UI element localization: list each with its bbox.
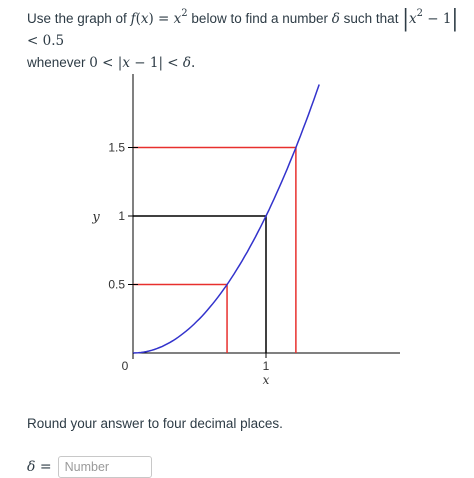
math-eq: = bbox=[153, 11, 174, 27]
math-exponent: 2 bbox=[181, 8, 188, 19]
question-segment: Use the graph of bbox=[27, 11, 131, 26]
question-segment: whenever bbox=[27, 55, 90, 70]
question-segment: below to find a number bbox=[187, 11, 332, 26]
math-bound: < 0.5 bbox=[27, 33, 65, 49]
question-segment: such that bbox=[339, 11, 403, 26]
math-expr: − 1| < bbox=[129, 55, 183, 71]
answer-equals: = bbox=[35, 459, 52, 475]
math-expr: − 1 bbox=[422, 11, 452, 27]
answer-label bbox=[27, 459, 52, 475]
x-tick-label: 1 bbox=[262, 359, 270, 373]
y-tick-label: 1.5 bbox=[108, 140, 125, 155]
delta-answer-input[interactable] bbox=[58, 456, 152, 478]
delta-symbol: δ bbox=[27, 459, 36, 475]
inequality-expression: $|x^2 - 1| < 0.5$ bbox=[27, 4, 459, 49]
y-axis-label: y bbox=[92, 210, 100, 225]
math-exponent: 2 bbox=[416, 8, 423, 19]
y-tick-label: 0.5 bbox=[108, 277, 125, 292]
math-var: x bbox=[173, 11, 182, 27]
y-tick-label: 1 bbox=[118, 209, 125, 223]
math-paren: ( bbox=[135, 11, 141, 27]
math-expr: . bbox=[191, 55, 196, 71]
math-var: x bbox=[122, 55, 130, 71]
origin-label: 0 bbox=[121, 359, 129, 373]
delta-symbol: δ bbox=[331, 11, 340, 27]
reference-lines bbox=[133, 148, 296, 354]
delta-symbol: δ bbox=[182, 55, 192, 71]
parabola-curve bbox=[133, 85, 319, 354]
math-expr: 0 < | bbox=[89, 55, 123, 71]
math-func: f bbox=[130, 11, 136, 27]
x-axis-label: x bbox=[262, 373, 270, 387]
math-var: x bbox=[140, 11, 149, 27]
math-paren: ) bbox=[148, 11, 154, 27]
rounding-instructions: Round your answer to four decimal places. bbox=[27, 416, 283, 431]
math-var: x bbox=[408, 11, 417, 27]
answer-row bbox=[27, 456, 152, 478]
